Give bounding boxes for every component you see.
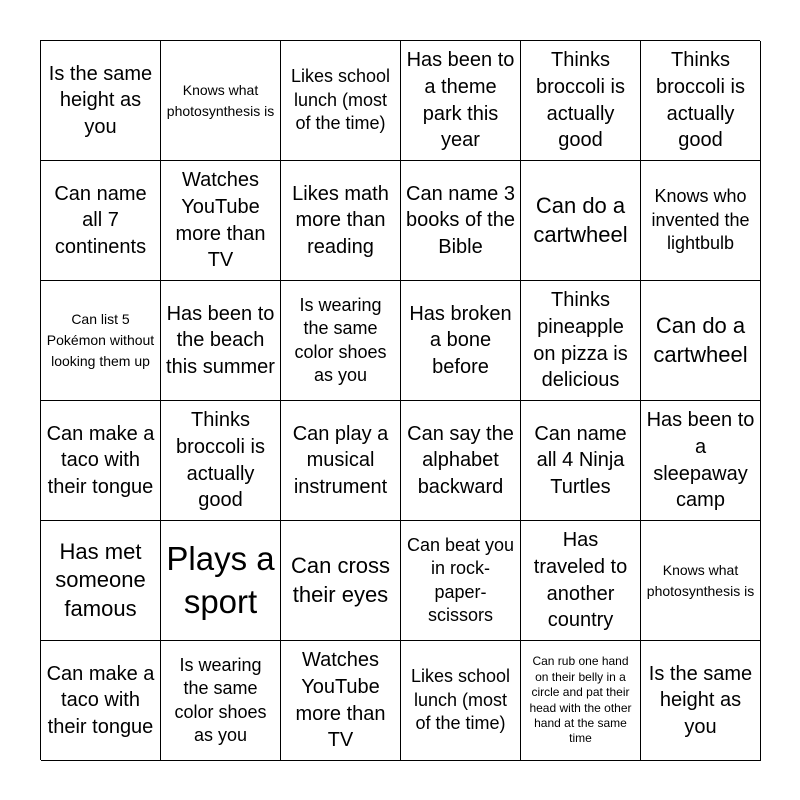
bingo-cell-text: Watches YouTube more than TV xyxy=(175,169,266,272)
bingo-cell-text: Can make a taco with their tongue xyxy=(46,422,155,498)
bingo-cell-text: Has broken a bone before xyxy=(409,302,512,378)
bingo-cell-r2c1[interactable] xyxy=(41,161,161,281)
bingo-cell-text: Knows who invented the lightbulb xyxy=(651,186,750,254)
bingo-cell-text: Likes school lunch (most of the time) xyxy=(410,666,511,734)
bingo-cell-text: Can beat you in rock-paper-scissors xyxy=(406,534,515,625)
bingo-cell-r1c6[interactable] xyxy=(641,41,761,161)
bingo-cell-text: Can rub one hand on their belly in a circle and pat their head with the other hand at the same time xyxy=(529,654,632,746)
bingo-cell-r5c5[interactable] xyxy=(521,521,641,641)
bingo-cell-text: Can name 3 books of the Bible xyxy=(406,182,515,258)
bingo-cell-r5c2[interactable] xyxy=(161,521,281,641)
bingo-cell-text: Plays a sport xyxy=(166,540,275,620)
bingo-cell-r4c1[interactable] xyxy=(41,401,161,521)
bingo-cell-r1c4[interactable] xyxy=(401,41,521,161)
bingo-cell-text: Knows what photosynthesis is xyxy=(646,561,755,599)
bingo-cell-r6c6[interactable] xyxy=(641,641,761,761)
bingo-cell-r5c3[interactable] xyxy=(281,521,401,641)
bingo-cell-text: Is the same height as you xyxy=(48,62,153,138)
bingo-cell-r3c2[interactable] xyxy=(161,281,281,401)
bingo-cell-text: Likes school lunch (most of the time) xyxy=(290,66,391,134)
bingo-cell-text: Can cross their eyes xyxy=(290,552,391,607)
bingo-cell-text: Thinks broccoli is actually good xyxy=(536,49,625,152)
bingo-cell-r3c5[interactable] xyxy=(521,281,641,401)
bingo-cell-text: Has been to a sleepaway camp xyxy=(646,409,755,512)
bingo-cell-r1c1[interactable] xyxy=(41,41,161,161)
bingo-cell-r4c5[interactable] xyxy=(521,401,641,521)
bingo-cell-text: Is wearing the same color shoes as you xyxy=(174,654,267,745)
bingo-cell-text: Can name all 7 continents xyxy=(54,182,147,258)
bingo-cell-r1c3[interactable] xyxy=(281,41,401,161)
bingo-cell-text: Has met someone famous xyxy=(55,538,146,621)
bingo-cell-text: Has been to the beach this summer xyxy=(166,302,275,378)
bingo-cell-text: Has been to a theme park this year xyxy=(406,49,515,152)
bingo-board xyxy=(40,40,760,760)
bingo-cell-text: Can name all 4 Ninja Turtles xyxy=(534,422,627,498)
bingo-cell-text: Can make a taco with their tongue xyxy=(46,662,155,738)
bingo-cell-text: Thinks pineapple on pizza is delicious xyxy=(533,289,628,392)
bingo-cell-r4c4[interactable] xyxy=(401,401,521,521)
bingo-cell-r4c3[interactable] xyxy=(281,401,401,521)
bingo-cell-r5c4[interactable] xyxy=(401,521,521,641)
bingo-cell-r6c4[interactable] xyxy=(401,641,521,761)
bingo-cell-r4c6[interactable] xyxy=(641,401,761,521)
bingo-cell-text: Thinks broccoli is actually good xyxy=(656,49,745,152)
bingo-cell-text: Can say the alphabet backward xyxy=(407,422,514,498)
bingo-cell-text: Watches YouTube more than TV xyxy=(295,649,386,752)
bingo-cell-text: Can list 5 Pokémon without looking them up xyxy=(46,311,155,369)
bingo-cell-r1c2[interactable] xyxy=(161,41,281,161)
bingo-cell-r2c4[interactable] xyxy=(401,161,521,281)
bingo-cell-r3c6[interactable] xyxy=(641,281,761,401)
bingo-cell-text: Has traveled to another country xyxy=(533,529,628,632)
bingo-cell-r6c3[interactable] xyxy=(281,641,401,761)
bingo-cell-text: Is the same height as you xyxy=(648,662,753,738)
bingo-cell-text: Thinks broccoli is actually good xyxy=(176,409,265,512)
bingo-cell-text: Can do a cartwheel xyxy=(653,312,748,367)
bingo-cell-text: Likes math more than reading xyxy=(292,182,389,258)
bingo-cell-r5c1[interactable] xyxy=(41,521,161,641)
bingo-cell-r6c2[interactable] xyxy=(161,641,281,761)
bingo-cell-r1c5[interactable] xyxy=(521,41,641,161)
bingo-cell-text: Can play a musical instrument xyxy=(292,422,389,498)
bingo-cell-text: Can do a cartwheel xyxy=(533,192,628,247)
bingo-cell-r6c5[interactable] xyxy=(521,641,641,761)
bingo-cell-r4c2[interactable] xyxy=(161,401,281,521)
bingo-cell-r3c3[interactable] xyxy=(281,281,401,401)
bingo-cell-r6c1[interactable] xyxy=(41,641,161,761)
bingo-cell-r2c5[interactable] xyxy=(521,161,641,281)
bingo-cell-text: Knows what photosynthesis is xyxy=(166,81,275,119)
bingo-cell-r2c3[interactable] xyxy=(281,161,401,281)
bingo-cell-r5c6[interactable] xyxy=(641,521,761,641)
bingo-cell-r2c6[interactable] xyxy=(641,161,761,281)
bingo-cell-r3c1[interactable] xyxy=(41,281,161,401)
bingo-cell-text: Is wearing the same color shoes as you xyxy=(294,294,387,385)
bingo-cell-r2c2[interactable] xyxy=(161,161,281,281)
bingo-cell-r3c4[interactable] xyxy=(401,281,521,401)
